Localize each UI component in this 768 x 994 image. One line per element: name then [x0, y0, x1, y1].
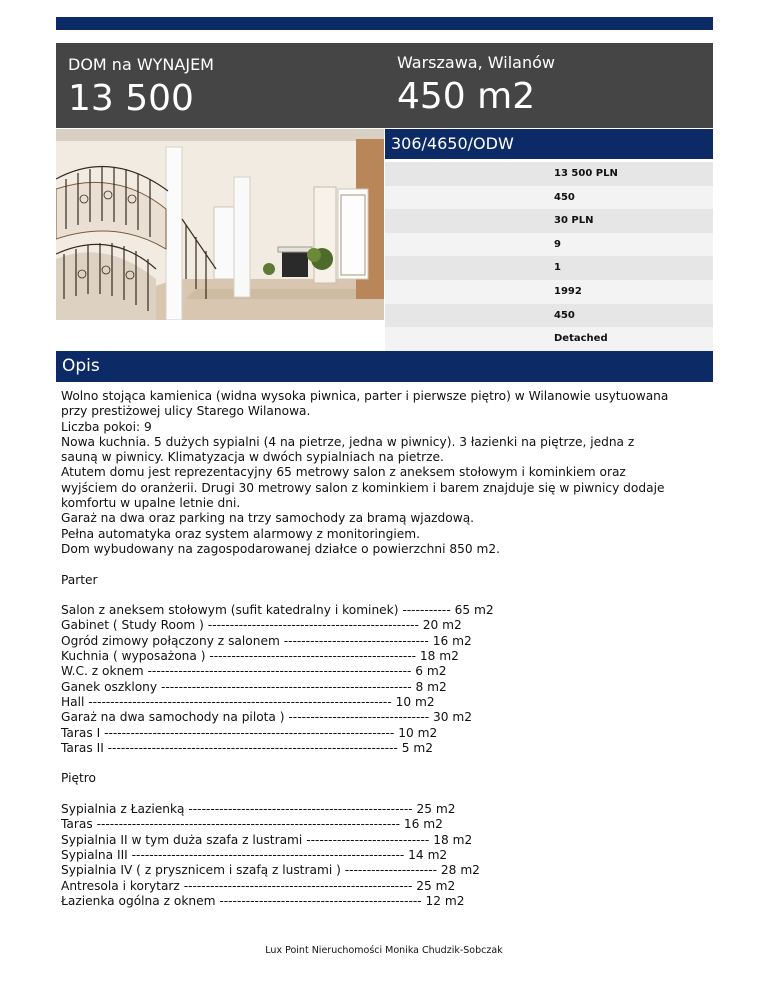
- description-line: [61, 557, 711, 572]
- description-line: Liczba pokoi: 9: [61, 419, 152, 434]
- description-line: wyjściem do oranżerii. Drugi 30 metrowy salon z kominkiem i barem znajduje się w piwnicy dodaje: [61, 480, 665, 495]
- description-line: Sypialnia II w tym duża szafa z lustrami ---------------------------- 18 m2: [61, 832, 473, 847]
- description-line: Nowa kuchnia. 5 dużych sypialni (4 na pietrze, jedna w piwnicy). 3 łazienki na piętrze, jedna z: [61, 434, 635, 449]
- description-line: Dom wybudowany na zagospodarowanej działce o powierzchni 850 m2.: [61, 541, 501, 556]
- description-line: sauną w piwnicy. Klimatyzacja w dwóch sypialniach na pietrze.: [61, 450, 444, 465]
- description: [61, 389, 711, 909]
- listing-price: 13 500: [68, 78, 194, 119]
- top-accent-bar: [56, 17, 713, 30]
- section-title-opis: Opis: [56, 351, 713, 382]
- description-line: Taras --------------------------------------------------------------------- 16 m2: [61, 817, 443, 832]
- header-left: [68, 55, 214, 119]
- description-line: Salon z aneksem stołowym (sufit katedralny i kominek) ----------- 65 m2: [61, 603, 494, 618]
- description-line: Sypialna III -------------------------------------------------------------- 14 m2: [61, 847, 448, 862]
- description-line: Wolno stojąca kamienica (widna wysoka piwnica, parter i pierwsze piętro) w Wilanowie usytuowana: [61, 389, 669, 403]
- description-line: [61, 588, 711, 603]
- description-line: Taras II ------------------------------------------------------------------ 5 m2: [61, 740, 434, 755]
- description-line: Garaż na dwa oraz parking na trzy samochody za bramą wjazdową.: [61, 511, 475, 526]
- description-line: [61, 787, 711, 802]
- footer-agency: Lux Point Nieruchomości Monika Chudzik-Sobczak: [265, 945, 503, 956]
- spec-row-price: 13 500 PLN: [385, 162, 713, 186]
- listing-header: [56, 43, 713, 128]
- description-line: Sypialnia z Łazienką --------------------------------------------------- 25 m2: [61, 802, 456, 817]
- description-line: Piętro: [61, 771, 96, 786]
- spec-row-year: 1992: [385, 280, 713, 304]
- description-line: Ogród zimowy połączony z salonem --------------------------------- 16 m2: [61, 633, 472, 648]
- description-line: komfortu w upalne letnie dni.: [61, 496, 241, 511]
- header-right: [397, 53, 555, 117]
- listing-area: 450 m2: [397, 76, 536, 117]
- description-line: Łazienka ogólna z oknem ---------------------------------------------- 12 m2: [61, 893, 465, 908]
- reference-number: 306/4650/ODW: [385, 129, 713, 159]
- spec-row-building-type: Detached: [385, 327, 713, 351]
- property-photo: [56, 129, 384, 320]
- description-line: Ganek oszklony --------------------------------------------------------- 8 m2: [61, 679, 447, 694]
- description-line: Parter: [61, 572, 98, 587]
- listing-type: DOM na WYNAJEM: [68, 55, 214, 74]
- description-line: Gabinet ( Study Room ) ------------------------------------------------ 20 m2: [61, 618, 462, 633]
- description-line: Atutem domu jest reprezentacyjny 65 metrowy salon z aneksem stołowym i kominkiem oraz: [61, 465, 626, 480]
- description-line: Kuchnia ( wyposażona ) ----------------------------------------------- 18 m2: [61, 649, 459, 664]
- description-line: Pełna automatyka oraz system alarmowy z monitoringiem.: [61, 526, 420, 541]
- description-line: Taras I ------------------------------------------------------------------ 10 m2: [61, 725, 438, 740]
- description-line: Garaż na dwa samochody na pilota ) -------------------------------- 30 m2: [61, 710, 473, 725]
- spec-row-rooms: 9: [385, 233, 713, 257]
- spec-row-area: 450: [385, 186, 713, 210]
- spec-row-price-per-m2: 30 PLN: [385, 209, 713, 233]
- interior-photo-illustration: [56, 129, 384, 320]
- listing-location: Warszawa, Wilanów: [397, 53, 555, 72]
- description-line: Sypialnia IV ( z prysznicem i szafą z lustrami ) --------------------- 28 m2: [61, 863, 480, 878]
- description-line: W.C. z oknem ------------------------------------------------------------ 6 m2: [61, 664, 447, 679]
- description-line: [61, 756, 711, 771]
- description-line: Antresola i korytarz ---------------------------------------------------- 25 m2: [61, 878, 456, 893]
- spec-row-floor: 1: [385, 256, 713, 280]
- description-line: Hall --------------------------------------------------------------------- 10 m2: [61, 694, 435, 709]
- specs-table: [385, 162, 713, 351]
- spec-row-usable-area: 450: [385, 304, 713, 328]
- description-line: przy prestiżowej ulicy Starego Wilanowa.: [61, 404, 311, 419]
